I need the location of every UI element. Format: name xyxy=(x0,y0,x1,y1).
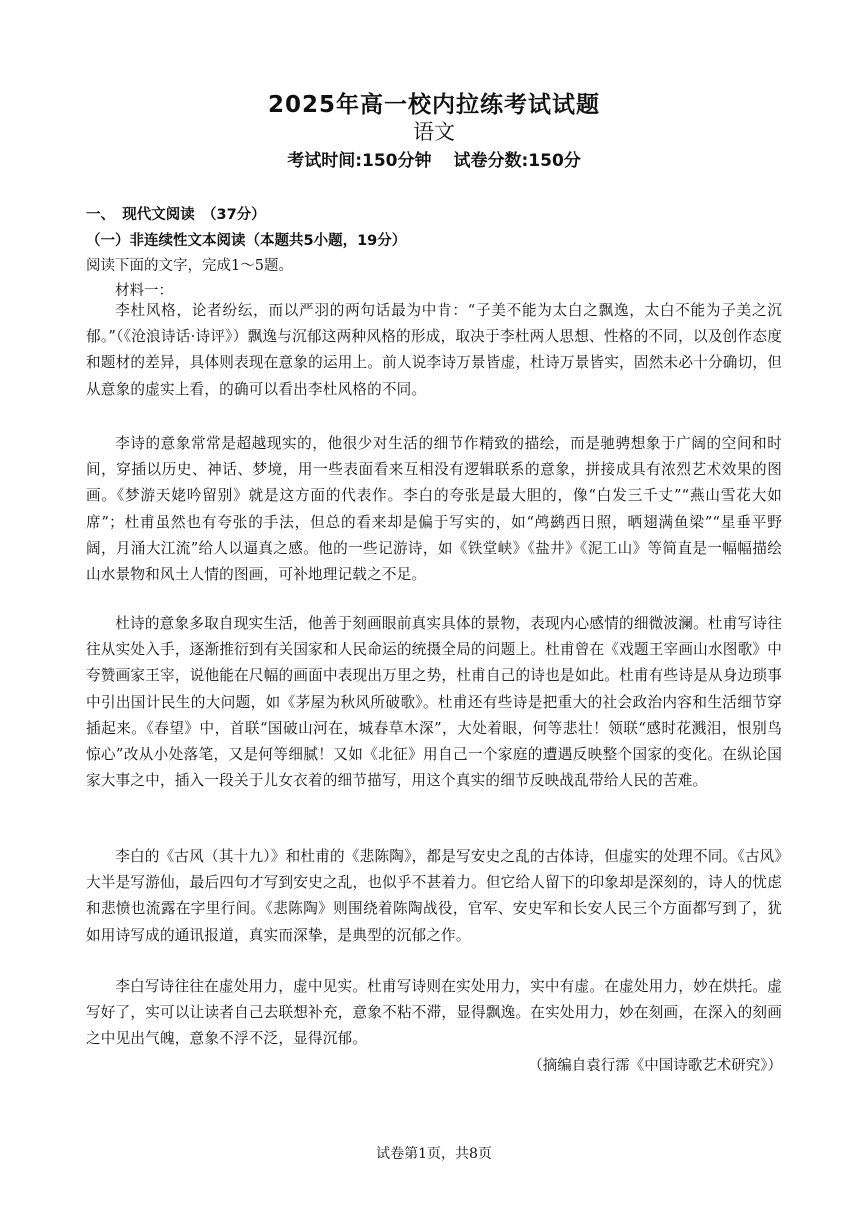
paragraph-3: 杜诗的意象多取自现实生活，他善于刻画眼前真实具体的景物，表现内心感情的细微波澜。杜甫写诗往往从实处入手，逐渐推衍到有关国家和人民命运的统摄全局的问题上。杜甫曾在《戏题王宰画山水图歌》中夸赞画家王宰，说他能在尺幅的画面中表现出万里之势，杜甫自己的诗也是如此。杜甫有些诗是从身边琐事中引出国计民生的大问题，如《茅屋为秋风所破歌》。杜甫还有些诗是把重大的社会政治内容和生活细节穿插起来。《春望》中，首联“国破山河在，城春草木深”，大处着眼，何等悲壮！领联“感时花溅泪，恨别鸟惊心”改从小处落笔，又是何等细腻！又如《北征》用自己一个家庭的遭遇反映整个国家的变化。在纵论国家大事之中，插入一段关于儿女衣着的细节描写，用这个真实的细节反映战乱带给人民的苦难。 xyxy=(86,615,782,790)
exam-info xyxy=(0,146,868,171)
material-label: 材料一： xyxy=(115,283,173,299)
exam-title: 2025年高一校内拉练考试试题 xyxy=(267,92,600,118)
exam-time: 考试时间:150分钟 xyxy=(287,151,432,171)
source-citation: （摘编自袁行霈《中国诗歌艺术研究》） xyxy=(528,1058,782,1074)
paragraph-1: 李杜风格，论者纷纭，而以严羽的两句话最为中肯：“子美不能为太白之飘逸，太白不能为子美之沉郁。”（《沧浪诗话·诗评》）飘逸与沉郁这两种风格的形成，取决于李杜两人思想、性格的不同，以及创作态度和题材的差异，具体则表现在意象的运用上。前人说李诗万景皆虚，杜诗万景皆实，固然未必十分确切，但从意象的虚实上看，的确可以看出李杜风格的不同。 xyxy=(86,302,782,398)
subject-label: 语文 xyxy=(413,120,455,144)
reading-instruction: 阅读下面的文字，完成1～5题。 xyxy=(86,258,293,274)
paragraph-4: 李白的《古风（其十九）》和杜甫的《悲陈陶》，都是写安史之乱的古体诗，但虚实的处理不同。《古风》大半是写游仙，最后四句才写到安史之乱，也似乎不甚着力。但它给人留下的印象却是深刻的，诗人的忧虑和悲愤也流露在字里行间。《悲陈陶》则围绕着陈陶战役，官军、安史军和长安人民三个方面都写到了，犹如用诗写成的通讯报道，真实而深挚，是典型的沉郁之作。 xyxy=(86,848,782,944)
page-footer: 试卷第1页，共8页 xyxy=(376,1146,492,1162)
section-heading: 一、 现代文阅读 （37分） xyxy=(86,207,266,223)
paragraph-5: 李白写诗往往在虚处用力，虚中见实。杜甫写诗则在实处用力，实中有虚。在虚处用力，妙在烘托。虚写好了，实可以让读者自己去联想补充，意象不粘不滞，显得飘逸。在实处用力，妙在刻画，在深入的刻画之中见出气魄，意象不浮不泛，显得沉郁。 xyxy=(86,978,782,1048)
paragraph-2: 李诗的意象常常是超越现实的，他很少对生活的细节作精致的描绘，而是驰骋想象于广阔的空间和时间，穿插以历史、神话、梦境，用一些表面看来互相没有逻辑联系的意象，拼接成具有浓烈艺术效果的图画。《梦游天姥吟留别》就是这方面的代表作。李白的夸张是最大胆的，像“白发三千丈”“燕山雪花大如席”；杜甫虽然也有夸张的手法，但总的看来却是偏于写实的，如“鸬鹚西日照，晒翅满鱼梁”“星垂平野阔，月涌大江流”给人以逼真之感。他的一些记游诗，如《铁堂峡》《盐井》《泥工山》等简直是一幅幅描绘山水景物和风土人情的图画，可补地理记载之不足。 xyxy=(86,435,782,584)
sub-section-heading: （一）非连续性文本阅读（本题共5小题，19分） xyxy=(86,233,407,249)
exam-score: 试卷分数:150分 xyxy=(453,151,581,171)
